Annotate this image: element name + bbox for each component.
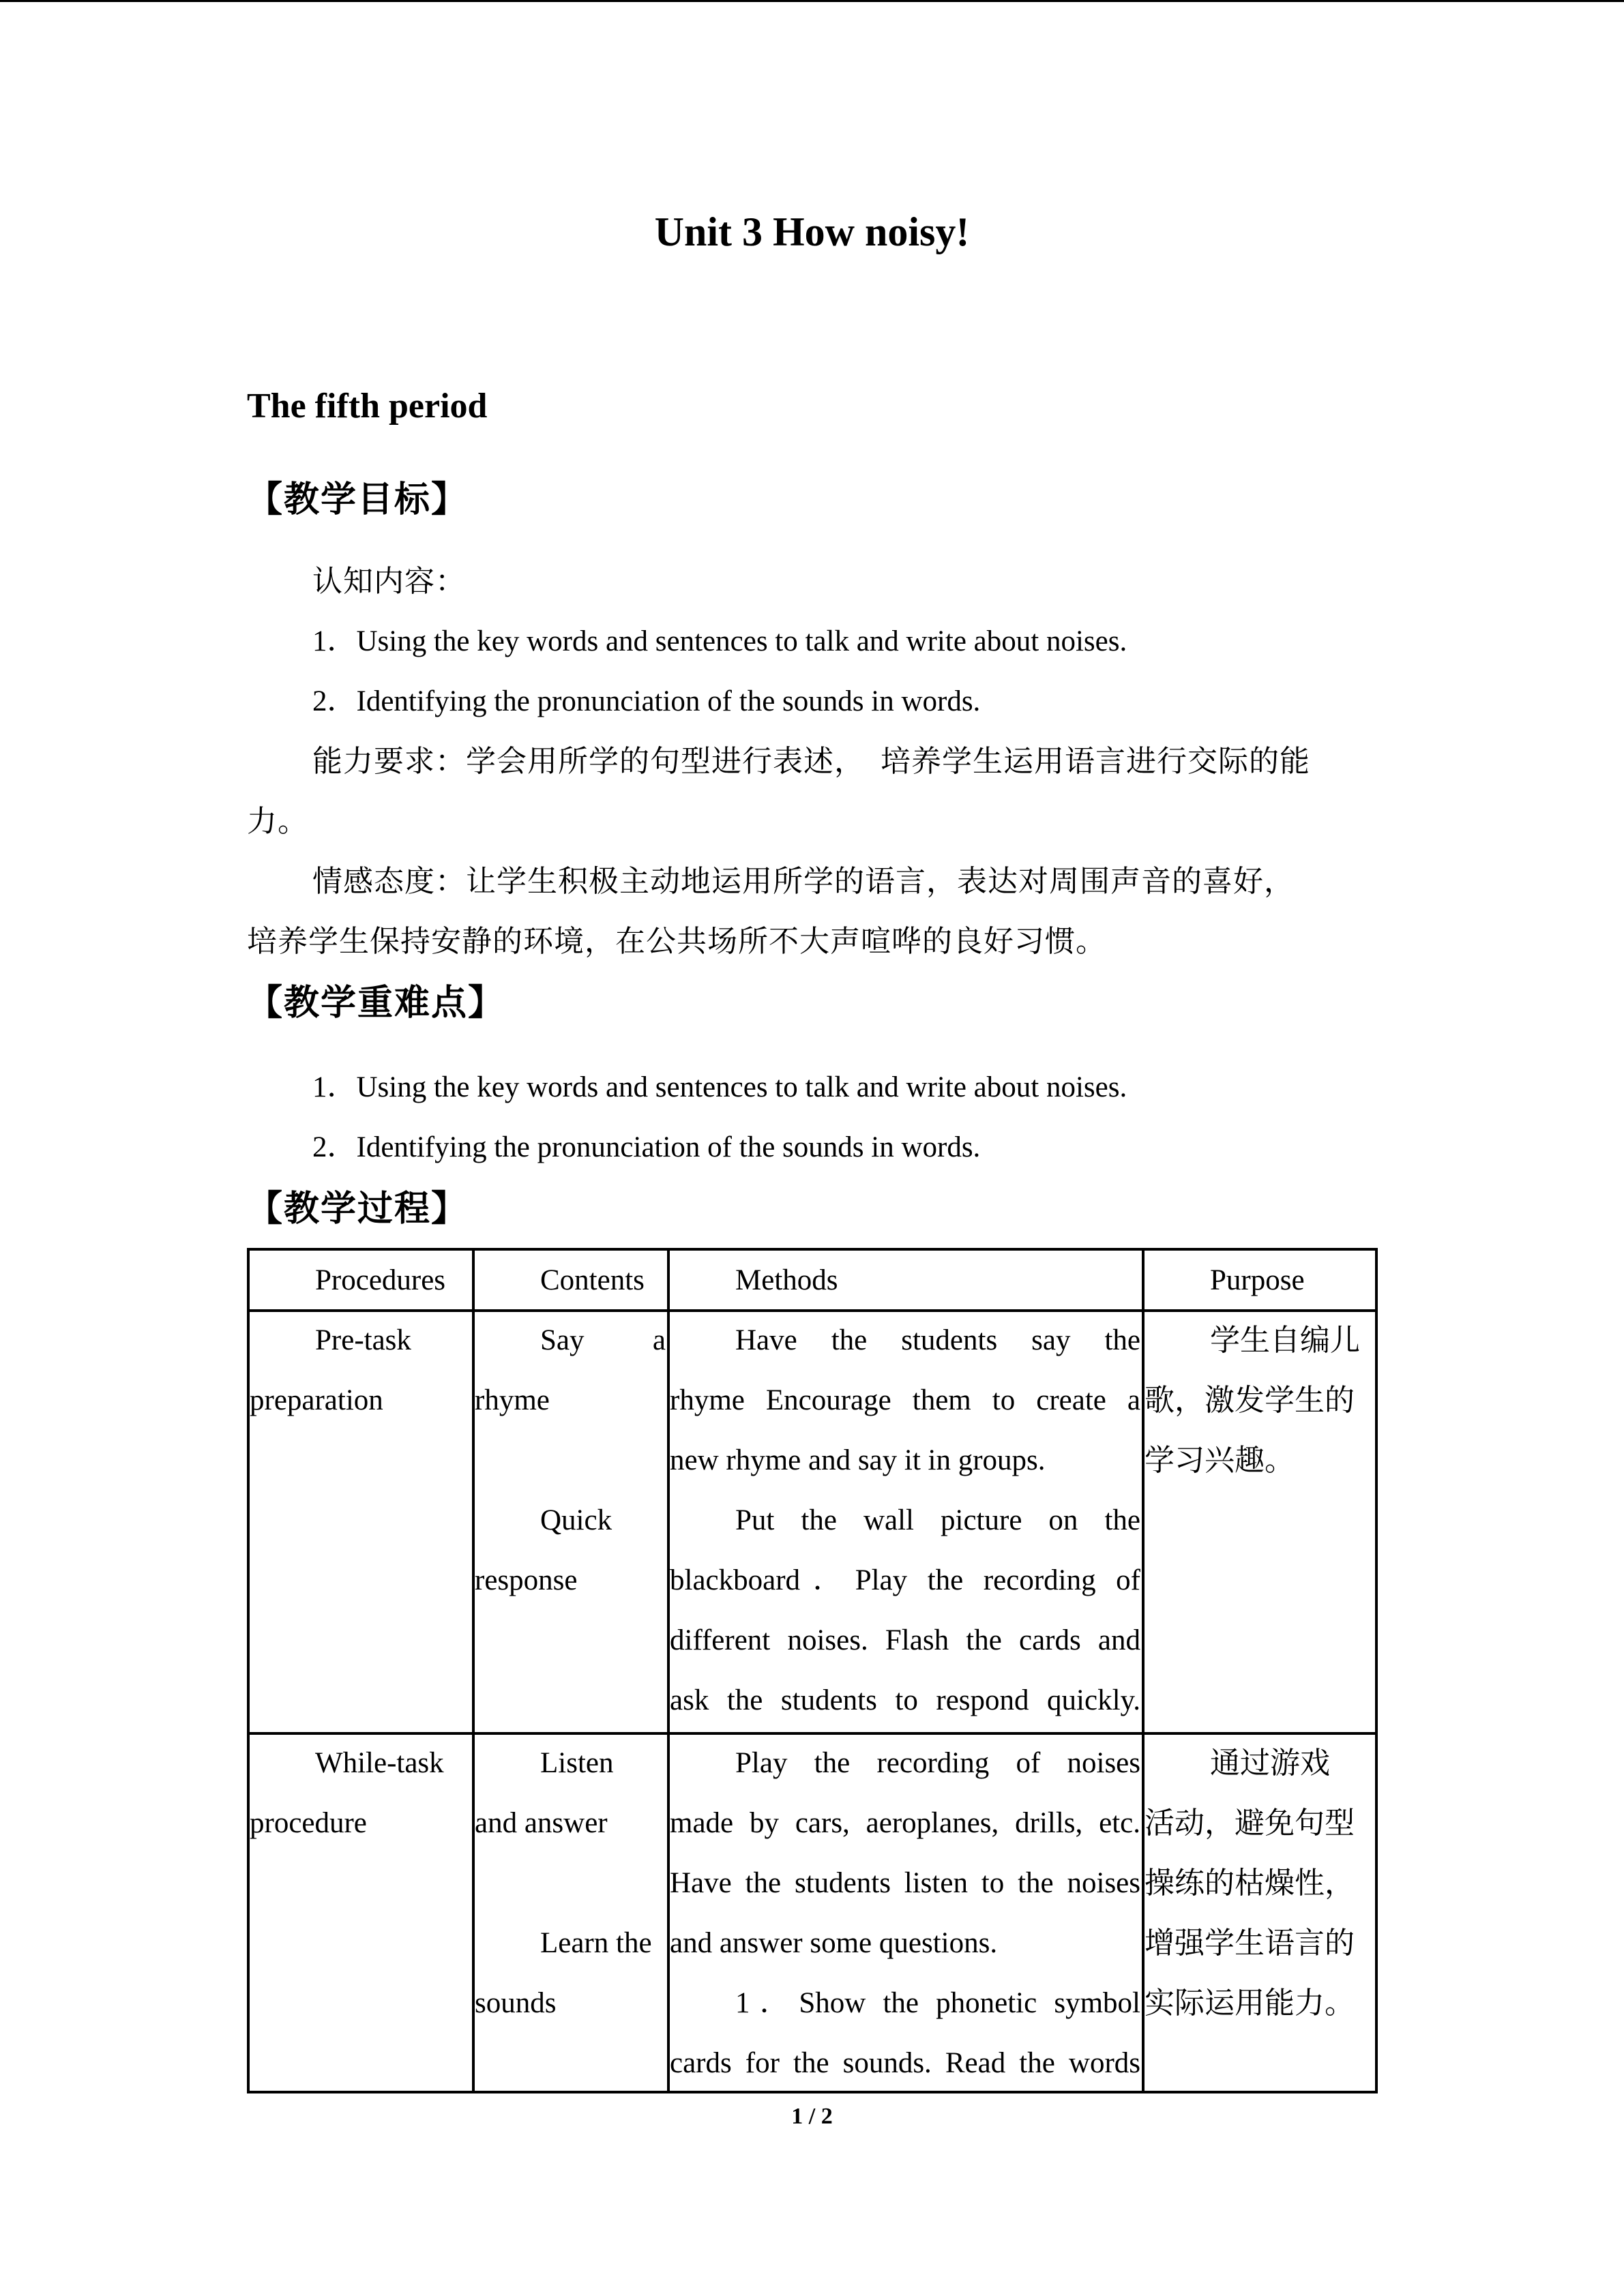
methods-line: ask the students to respond quickly. [670,1684,1140,1716]
heading-objectives: 【教学目标】 [247,479,469,520]
contents-line [475,1431,666,1491]
heading-key-points: 【教学重难点】 [247,983,505,1024]
objective-item: 2．Identifying the pronunciation of the sounds in words. [312,685,981,717]
header-procedures: Procedures [315,1264,446,1296]
key-point-item: 1．Using the key words and sentences to talk and write about noises. [312,1071,1127,1103]
heading-process: 【教学过程】 [247,1189,469,1229]
ability-line-2: 力。 [247,804,308,839]
methods-line: different noises. Flash the cards and [670,1624,1140,1656]
key-point-item: 2．Identifying the pronunciation of the sounds in words. [312,1131,981,1163]
ability-line-1: 能力要求：学会用所学的句型进行表述， 培养学生运用语言进行交际的能 [312,744,1310,779]
contents-line: and answer [475,1807,608,1839]
methods-line: Have the students listen to the noises [670,1867,1140,1899]
methods-line: rhyme Encourage them to create a [670,1384,1140,1416]
header-methods: Methods [735,1264,838,1296]
purpose-cell [1145,1311,1376,1491]
purpose-line: 学生自编儿 [1210,1323,1360,1358]
procedure-line: Pre-task [315,1324,411,1356]
methods-line: made by cars, aeroplanes, drills, etc. [670,1807,1140,1839]
contents-cell [475,1311,666,1611]
purpose-line: 操练的枯燥性， [1145,1866,1355,1900]
purpose-line: 学习兴趣。 [1145,1443,1295,1478]
objective-item: 1．Using the key words and sentences to talk and write about noises. [312,625,1127,657]
contents-line: Listen [540,1747,614,1779]
contents-line: sounds [475,1987,557,2019]
cognitive-label: 认知内容： [312,564,466,599]
methods-line: blackboard．Play the recording of [670,1564,1140,1596]
purpose-line: 实际运用能力。 [1145,1986,1355,2021]
purpose-line: 活动，避免句型 [1145,1806,1355,1840]
contents-line: Learn the [540,1927,652,1959]
procedure-line: procedure [250,1807,367,1839]
purpose-cell [1145,1733,1376,2033]
period-label: The fifth period [247,387,488,426]
purpose-line: 歌，激发学生的 [1145,1383,1355,1418]
methods-line: 1．Show the phonetic symbol [735,1987,1140,2019]
page-number: 1 / 2 [791,2104,833,2129]
page-title: Unit 3 How noisy! [654,209,970,254]
methods-line: cards for the sounds. Read the words [670,2047,1140,2079]
top-rule [0,0,1624,2]
methods-line: Put the wall picture on the [735,1504,1140,1536]
header-purpose: Purpose [1210,1264,1305,1296]
procedure-line: While-task [315,1747,444,1779]
contents-line: rhyme [475,1384,550,1416]
procedure-line: preparation [250,1384,383,1416]
header-contents: Contents [540,1264,645,1296]
contents-line: Say a [540,1324,666,1356]
contents-line: response [475,1564,578,1596]
methods-line: Have the students say the [735,1324,1140,1356]
procedure-cell [250,1733,471,1853]
methods-cell [670,1733,1140,2093]
methods-line: Play the recording of noises [735,1747,1140,1779]
purpose-line: 通过游戏 [1210,1746,1330,1780]
methods-cell [670,1311,1140,1731]
contents-cell [475,1733,666,2033]
contents-line [475,1853,666,1913]
purpose-line: 增强学生语言的 [1145,1926,1355,1960]
procedure-table [247,1248,1378,2093]
contents-line: Quick [540,1504,612,1536]
methods-line: and answer some questions. [670,1927,998,1959]
emotion-line-2: 培养学生保持安静的环境，在公共场所不大声喧哗的良好习惯。 [247,924,1106,959]
procedure-cell [250,1311,471,1431]
emotion-line-1: 情感态度：让学生积极主动地运用所学的语言，表达对周围声音的喜好， [312,864,1295,899]
methods-line: new rhyme and say it in groups. [670,1444,1046,1476]
